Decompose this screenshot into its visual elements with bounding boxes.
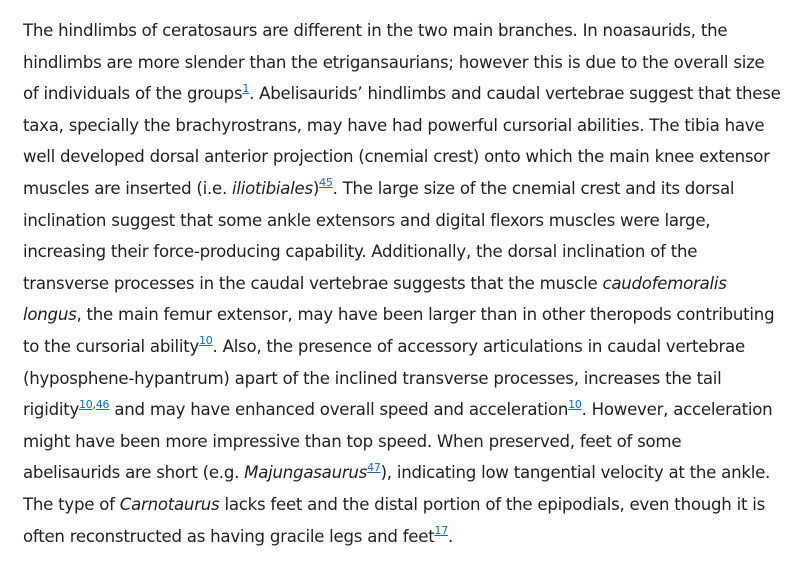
text-segment: The hindlimbs of ceratosaurs are different in the two main branches. In noasaurids, the hindlimbs are more slender than the etrigansaurians; however this is due to the overall size of individuals of the groups — [23, 21, 765, 104]
italic-term-carnotaurus: Carnotaurus — [119, 494, 220, 514]
italic-term-iliotibiales: iliotibiales — [232, 178, 313, 198]
text-segment: . Abelisaurids’ hindlimbs and caudal vertebrae suggest that these taxa, specially the brachyrostrans, may have had powerful cursorial abilities. The tibia have well developed dorsal anterior projection (cnemial crest) onto which the main knee extensor muscles are inserted (i.e. — [23, 84, 781, 198]
text-segment: . However, acceleration might have been more impressive than top speed. When preserved, feet of some abelisaurids are short (e.g. — [23, 400, 773, 483]
citation-superscript — [434, 524, 448, 537]
text-segment: , the main femur extensor, may have been larger than in other theropods contributing to the cursorial ability — [23, 305, 775, 356]
citation-link-10[interactable]: 10 — [79, 397, 93, 411]
text-segment: ), indicating low tangential velocity at the ankle. The type of — [23, 463, 771, 514]
citation-separator: , — [92, 397, 96, 411]
citation-superscript — [319, 176, 333, 189]
citation-link-45[interactable]: 45 — [319, 176, 333, 190]
text-segment: . The large size of the cnemial crest and its dorsal inclination suggest that some ankle extensors and digital flexors muscles were large, increasing their force-producing capability. Additionally, the dorsal inclination of the transverse processes in the caudal vertebrae suggests that the muscle — [23, 178, 735, 293]
citation-superscript — [242, 82, 249, 95]
citation-superscript — [568, 398, 582, 411]
citation-link-10[interactable]: 10 — [568, 397, 582, 411]
citation-link-47[interactable]: 47 — [367, 460, 381, 474]
text-segment: and may have enhanced overall speed and acceleration — [109, 400, 569, 420]
citation-superscript — [199, 334, 213, 347]
italic-term-caudofemoralis: caudofemoralis longus — [23, 273, 727, 325]
text-segment: lacks feet and the distal portion of the epipodials, even though it is often reconstructed as having gracile legs and feet — [23, 494, 765, 546]
text-segment: . Also, the presence of accessory articulations in caudal vertebrae (hyposphene-hypantrum) apart of the inclined transverse processes, increases the tail rigidity — [23, 336, 745, 420]
citation-superscript — [367, 461, 381, 474]
text-segment: . — [447, 526, 453, 546]
citation-link-1[interactable]: 1 — [242, 81, 250, 95]
paragraph-hindlimbs — [23, 15, 781, 552]
citation-superscript — [79, 398, 109, 411]
citation-link-10[interactable]: 10 — [199, 334, 213, 348]
citation-link-46[interactable]: 46 — [95, 397, 110, 411]
text-segment: ) — [312, 178, 320, 198]
italic-term-majungasaurus: Majungasaurus — [244, 463, 368, 483]
citation-link-17[interactable]: 17 — [434, 523, 448, 537]
